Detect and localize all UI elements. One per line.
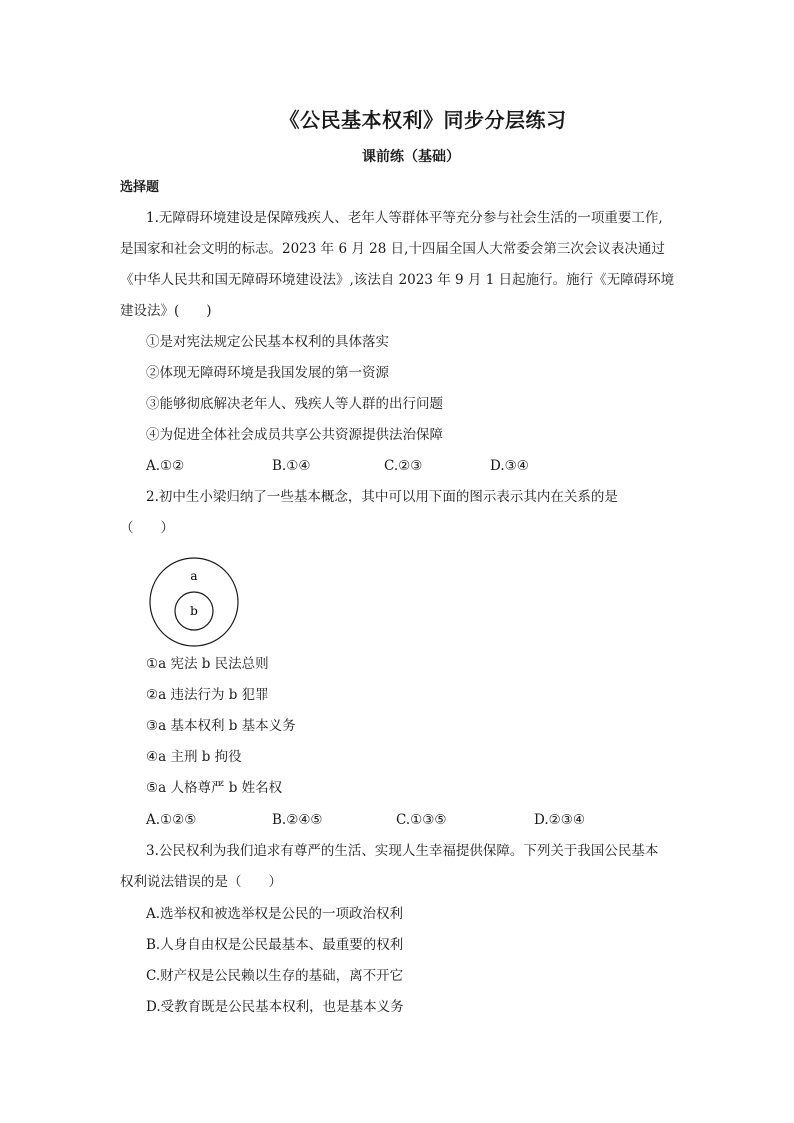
section-heading: 选择题: [120, 180, 160, 195]
page-title: 《公民基本权利》同步分层练习: [279, 108, 567, 132]
q1-stem-line: 《中华人民共和国无障碍环境建设法》,该法自 2023 年 9 月 1 日起施行。施行《无障碍环境: [120, 272, 675, 288]
nested-circle-diagram: [148, 556, 240, 648]
q2-item: ⑤a 人格尊严 b 姓名权: [146, 780, 283, 796]
inner-circle-label: b: [190, 604, 198, 618]
q3-option-d: D.受教育既是公民基本权利，也是基本义务: [146, 999, 404, 1015]
q1-item: ④为促进全体社会成员共享公共资源提供法治保障: [146, 427, 443, 443]
q2-option-b: B.②④⑤: [272, 812, 323, 828]
q2-item: ④a 主刑 b 拘役: [146, 749, 242, 765]
q1-stem-line: 1.无障碍环境建设是保障残疾人、老年人等群体平等充分参与社会生活的一项重要工作,: [146, 210, 663, 226]
q3-stem-line: 权利说法错误的是（ ）: [120, 874, 282, 890]
q1-option-a: A.①②: [146, 458, 185, 474]
q3-stem-line: 3.公民权利为我们追求有尊严的生活、实现人生幸福提供保障。下列关于我国公民基本: [146, 843, 659, 859]
q1-option-c: C.②③: [384, 458, 423, 474]
q2-stem-line: （ ）: [120, 520, 174, 536]
q1-option-d: D.③④: [490, 458, 529, 474]
page-subtitle: 课前练（基础）: [362, 149, 460, 165]
q2-option-d: D.②③④: [534, 812, 585, 828]
q1-item: ①是对宪法规定公民基本权利的具体落实: [146, 334, 389, 350]
q2-option-a: A.①②⑤: [146, 812, 197, 828]
q2-item: ③a 基本权利 b 基本义务: [146, 718, 296, 734]
q1-item: ②体现无障碍环境是我国发展的第一资源: [146, 365, 389, 381]
outer-circle-label: a: [190, 569, 198, 583]
q2-item: ②a 违法行为 b 犯罪: [146, 687, 269, 703]
q2-stem-line: 2.初中生小梁归纳了一些基本概念，其中可以用下面的图示表示其内在关系的是: [146, 489, 618, 505]
q2-item: ①a 宪法 b 民法总则: [146, 656, 269, 672]
q1-stem-line: 建设法》( ): [120, 303, 212, 319]
q3-option-a: A.选举权和被选举权是公民的一项政治权利: [146, 906, 404, 922]
q1-stem-line: 是国家和社会文明的标志。2023 年 6 月 28 日,十四届全国人大常委会第三次会议表决通过: [120, 241, 665, 257]
q2-option-c: C.①③⑤: [396, 812, 447, 828]
q3-option-c: C.财产权是公民赖以生存的基础，离不开它: [146, 968, 404, 984]
q1-item: ③能够彻底解决老年人、残疾人等人群的出行问题: [146, 396, 443, 412]
q3-option-b: B.人身自由权是公民最基本、最重要的权利: [146, 937, 404, 953]
q1-option-b: B.①④: [272, 458, 311, 474]
